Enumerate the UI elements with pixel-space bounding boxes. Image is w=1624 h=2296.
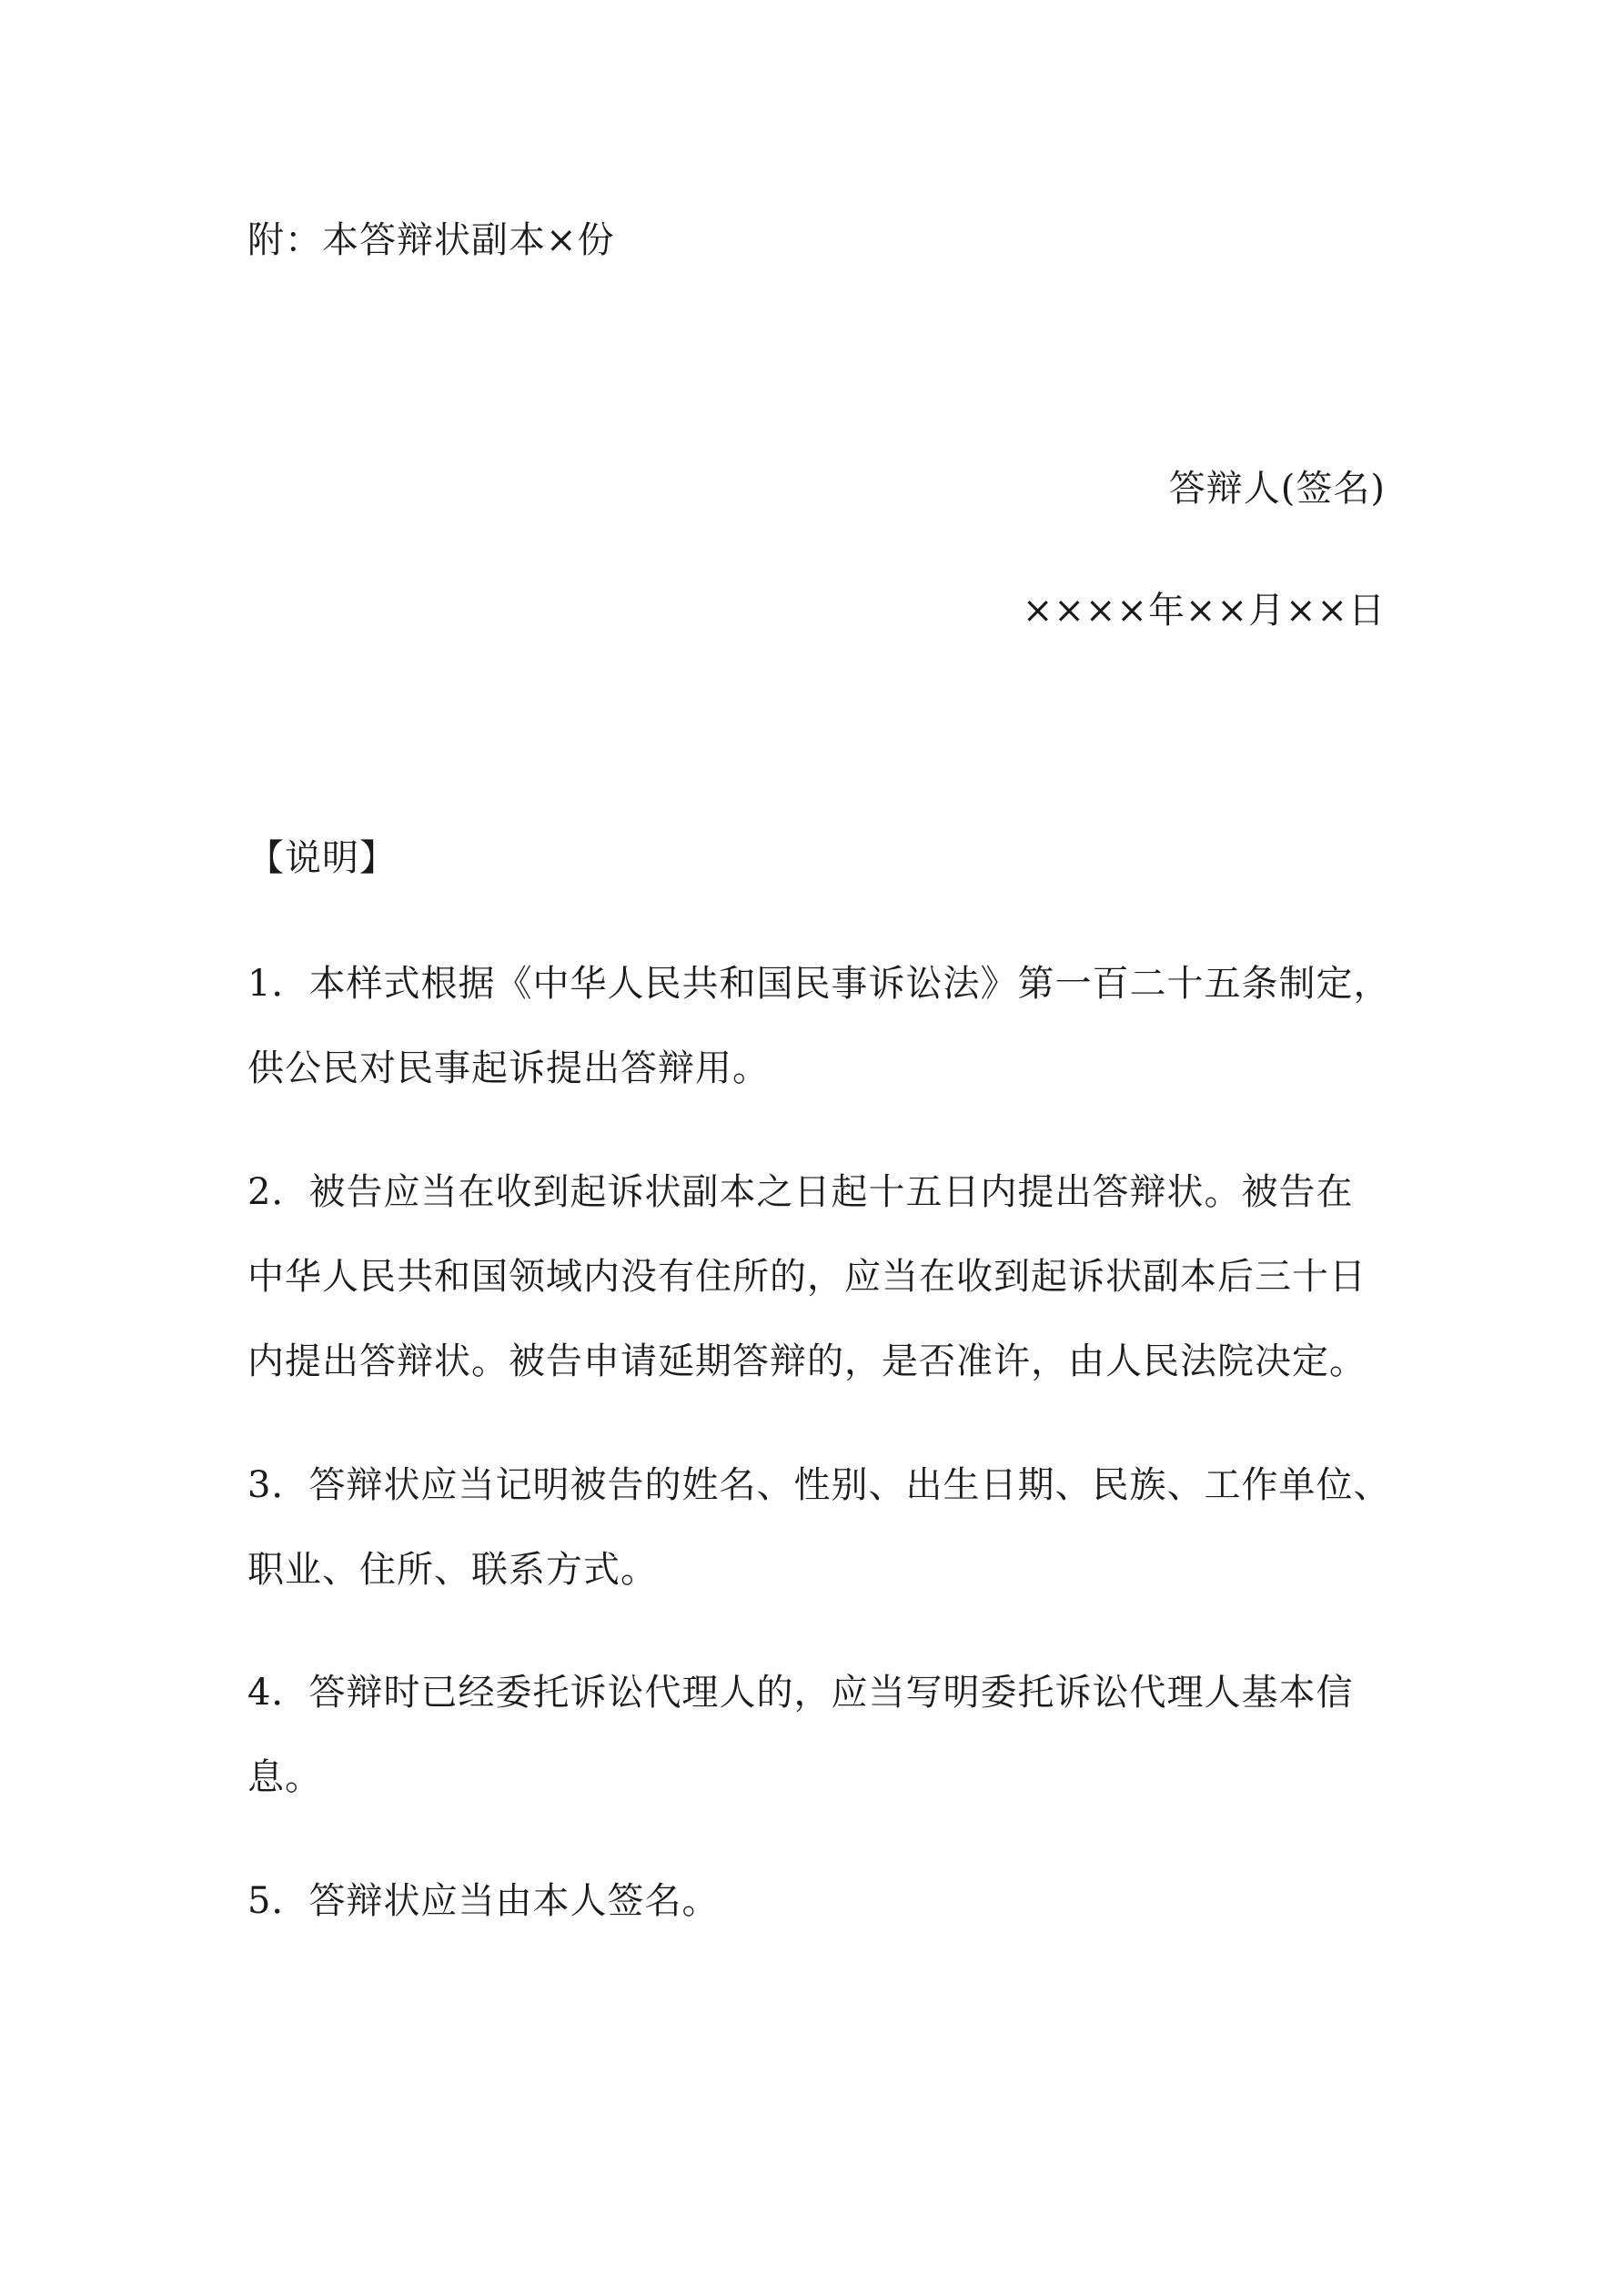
date-line: ××××年××月××日 [1022,590,1386,632]
signature-line: 答辩人(签名) [1168,468,1386,510]
note-item-3 [247,1443,1391,1613]
notes-heading: 【说明】 [247,837,397,879]
note-item-2-line-3: 内提出答辩状。被告申请延期答辩的，是否准许，由人民法院决定。 [247,1340,1367,1382]
note-item-1 [247,942,1391,1111]
note-item-2-line-1: 2．被告应当在收到起诉状副本之日起十五日内提出答辩状。被告在 [247,1171,1354,1213]
note-item-2 [247,1150,1387,1404]
note-item-4-line-2: 息。 [247,1756,322,1798]
attachment-line: 附：本答辩状副本×份 [247,219,615,261]
note-item-4-line-1: 4．答辩时已经委托诉讼代理人的，应当写明委托诉讼代理人基本信 [247,1672,1354,1714]
note-item-3-line-1: 3．答辩状应当记明被告的姓名、性别、出生日期、民族、工作单位、 [247,1464,1391,1506]
note-item-5 [247,1859,1387,1944]
note-item-1-line-2: 供公民对民事起诉提出答辩用。 [247,1047,770,1089]
note-item-4 [247,1651,1387,1820]
note-item-3-line-2: 职业、住所、联系方式。 [247,1549,658,1591]
note-item-1-line-1: 1．本样式根据《中华人民共和国民事诉讼法》第一百二十五条制定， [247,963,1391,1005]
note-item-5-line-1: 5．答辩状应当由本人签名。 [247,1880,720,1922]
note-item-2-line-2: 中华人民共和国领域内没有住所的，应当在收到起诉状副本后三十日 [247,1256,1367,1298]
